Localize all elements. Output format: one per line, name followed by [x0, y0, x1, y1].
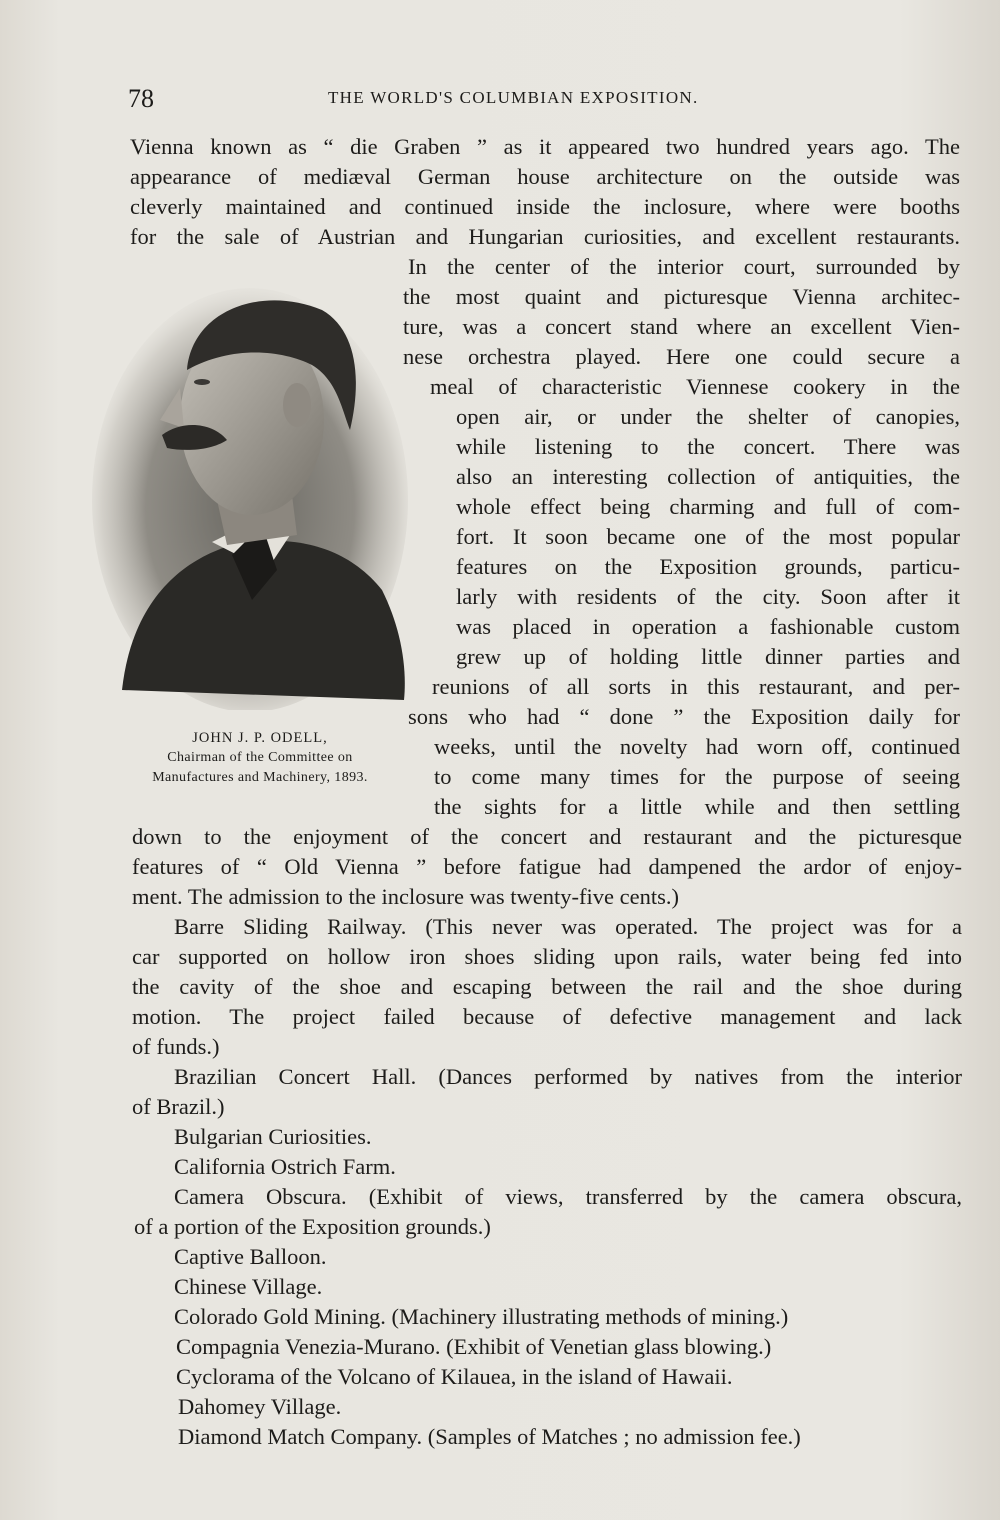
body-line: to come many times for the purpose of seeing: [434, 764, 960, 789]
body-line: nese orchestra played. Here one could secure a: [403, 344, 960, 369]
body-line: the cavity of the shoe and escaping between the rail and the shoe during: [132, 974, 962, 999]
body-line: In the center of the interior court, surrounded by: [408, 254, 960, 279]
body-line: of a portion of the Exposition grounds.): [134, 1214, 491, 1239]
body-line: cleverly maintained and continued inside the inclosure, where were booths: [130, 194, 960, 219]
body-line: was placed in operation a fashionable custom: [456, 614, 960, 639]
caption-name: JOHN J. P. ODELL,: [192, 730, 328, 746]
body-line: sons who had “ done ” the Exposition daily for: [408, 704, 960, 729]
body-line: the most quaint and picturesque Vienna architec-: [403, 284, 960, 309]
body-line: whole effect being charming and full of com-: [456, 494, 960, 519]
running-title: THE WORLD'S COLUMBIAN EXPOSITION.: [328, 88, 699, 107]
body-line: appearance of mediæval German house architecture on the outside was: [130, 164, 960, 189]
body-line: California Ostrich Farm.: [174, 1154, 396, 1179]
body-line: car supported on hollow iron shoes sliding upon rails, water being fed into: [132, 944, 962, 969]
body-line: Captive Balloon.: [174, 1244, 327, 1269]
body-line: reunions of all sorts in this restaurant, and per-: [432, 674, 960, 699]
body-line: open air, or under the shelter of canopies,: [456, 404, 960, 429]
page-number: 78: [128, 84, 154, 113]
body-line: also an interesting collection of antiquities, the: [456, 464, 960, 489]
body-line: Brazilian Concert Hall. (Dances performed by natives from the interior: [174, 1064, 962, 1089]
running-header: [128, 80, 948, 120]
body-line: Bulgarian Curiosities.: [174, 1124, 372, 1149]
body-line: of funds.): [132, 1034, 220, 1059]
portrait-engraving: [92, 270, 410, 710]
body-line: grew up of holding little dinner parties and: [456, 644, 960, 669]
body-line: ture, was a concert stand where an excellent Vien-: [403, 314, 960, 339]
body-line: Compagnia Venezia-Murano. (Exhibit of Venetian glass blowing.): [176, 1334, 772, 1359]
figure-caption: [110, 728, 410, 788]
body-line: down to the enjoyment of the concert and restaurant and the picturesque: [132, 824, 962, 849]
body-line: Colorado Gold Mining. (Machinery illustrating methods of mining.): [174, 1304, 789, 1329]
body-line: of Brazil.): [132, 1094, 225, 1119]
body-line: Chinese Village.: [174, 1274, 323, 1299]
body-line: larly with residents of the city. Soon after it: [456, 584, 960, 609]
body-line: Diamond Match Company. (Samples of Matches ; no admission fee.): [178, 1424, 801, 1449]
body-line: while listening to the concert. There was: [456, 434, 960, 459]
body-line: Camera Obscura. (Exhibit of views, transferred by the camera obscura,: [174, 1184, 962, 1209]
body-line: Barre Sliding Railway. (This never was operated. The project was for a: [174, 914, 962, 939]
body-line: features of “ Old Vienna ” before fatigue had dampened the ardor of enjoy-: [132, 854, 962, 879]
caption-line: Manufactures and Machinery, 1893.: [152, 770, 368, 785]
body-line: features on the Exposition grounds, particu-: [456, 554, 960, 579]
body-line: ment. The admission to the inclosure was twenty-five cents.): [132, 884, 679, 909]
body-line: weeks, until the novelty had worn off, continued: [434, 734, 960, 759]
body-line: Vienna known as “ die Graben ” as it appeared two hundred years ago. The: [130, 134, 960, 159]
body-line: motion. The project failed because of defective management and lack: [132, 1004, 962, 1029]
caption-line: Chairman of the Committee on: [167, 750, 353, 765]
body-line: Cyclorama of the Volcano of Kilauea, in the island of Hawaii.: [176, 1364, 733, 1389]
body-line: meal of characteristic Viennese cookery in the: [430, 374, 960, 399]
body-line: the sights for a little while and then settling: [434, 794, 960, 819]
body-line: for the sale of Austrian and Hungarian curiosities, and excellent restaurants.: [130, 224, 960, 249]
body-line: Dahomey Village.: [178, 1394, 342, 1419]
body-line: fort. It soon became one of the most popular: [456, 524, 960, 549]
